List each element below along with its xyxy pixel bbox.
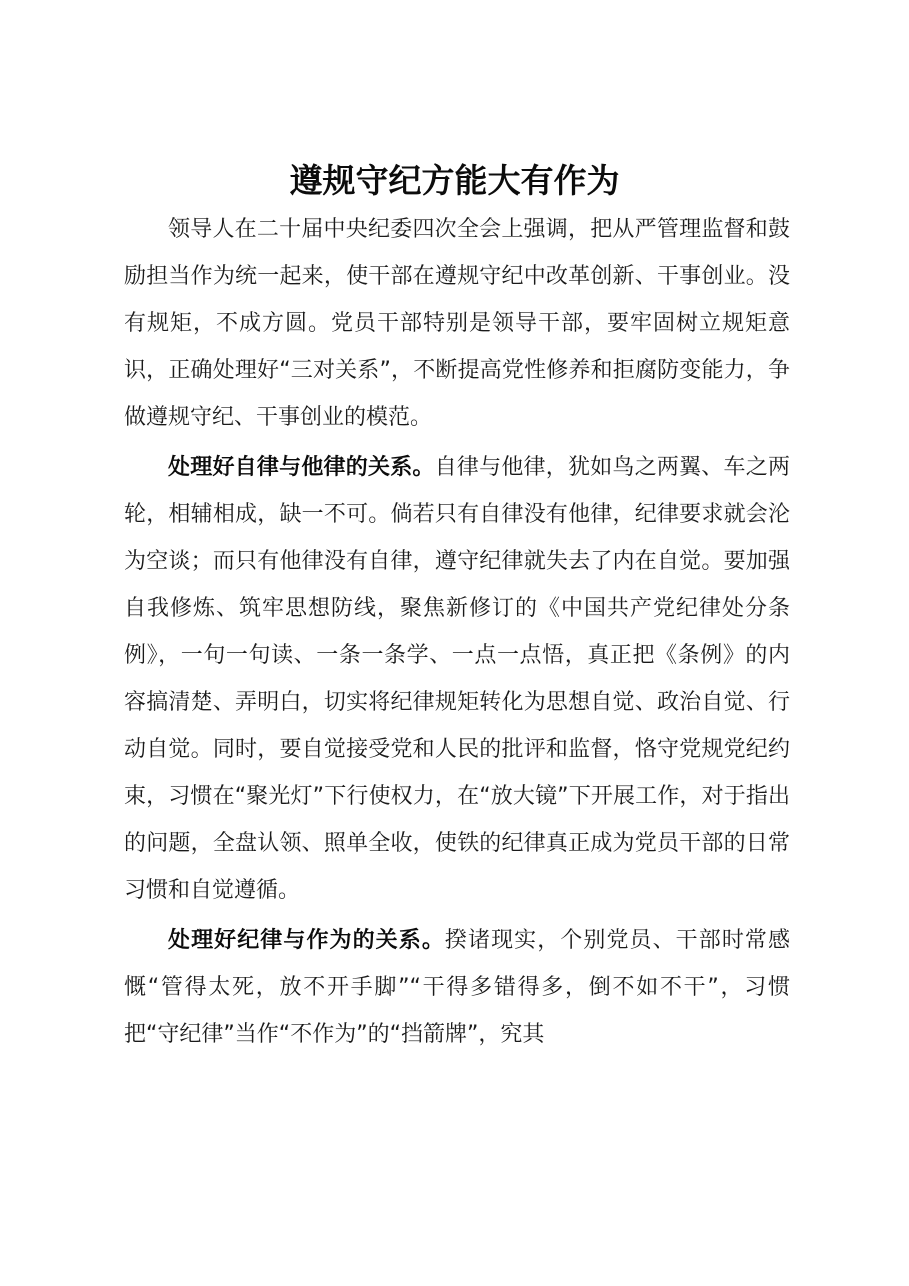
paragraph-self-discipline-heading: 处理好自律与他律的关系。 xyxy=(168,455,435,480)
paragraph-discipline-action-text: 揆诸现实，个别党员、干部时常感慨“管得太死，放不开手脚”“干得多错得多，倒不如不干”，习惯把“守纪律”当作“不作为”的“挡箭牌”，究其 xyxy=(124,928,790,1047)
document-title: 遵规守纪方能大有作为 xyxy=(289,161,620,200)
paragraph-discipline-action-heading: 处理好纪律与作为的关系。 xyxy=(168,928,445,953)
paragraph-self-discipline xyxy=(124,444,790,914)
paragraph-discipline-action xyxy=(124,917,790,1058)
paragraph-intro xyxy=(124,206,790,441)
document-body xyxy=(124,206,790,1058)
paragraph-self-discipline-text: 自律与他律，犹如鸟之两翼、车之两轮，相辅相成，缺一不可。倘若只有自律没有他律，纪律要求就会沦为空谈；而只有他律没有自律，遵守纪律就失去了内在自觉。要加强自我修炼、筑牢思想防线，聚焦新修订的《中国共产党纪律处分条例》，一句一句读、一条一条学、一点一点悟，真正把《条例》的内容搞清楚、弄明白，切实将纪律规矩转化为思想自觉、政治自觉、行动自觉。同时，要自觉接受党和人民的批评和监督，恪守党规党纪约束，习惯在“聚光灯”下行使权力，在“放大镜”下开展工作，对于指出的问题，全盘认领、照单全收，使铁的纪律真正成为党员干部的日常习惯和自觉遵循。 xyxy=(124,455,790,903)
paragraph-intro-text: 领导人在二十届中央纪委四次全会上强调，把从严管理监督和鼓励担当作为统一起来，使干部在遵规守纪中改革创新、干事创业。没有规矩，不成方圆。党员干部特别是领导干部，要牢固树立规矩意识，正确处理好“三对关系”，不断提高党性修养和拒腐防变能力，争做遵规守纪、干事创业的模范。 xyxy=(124,217,790,430)
